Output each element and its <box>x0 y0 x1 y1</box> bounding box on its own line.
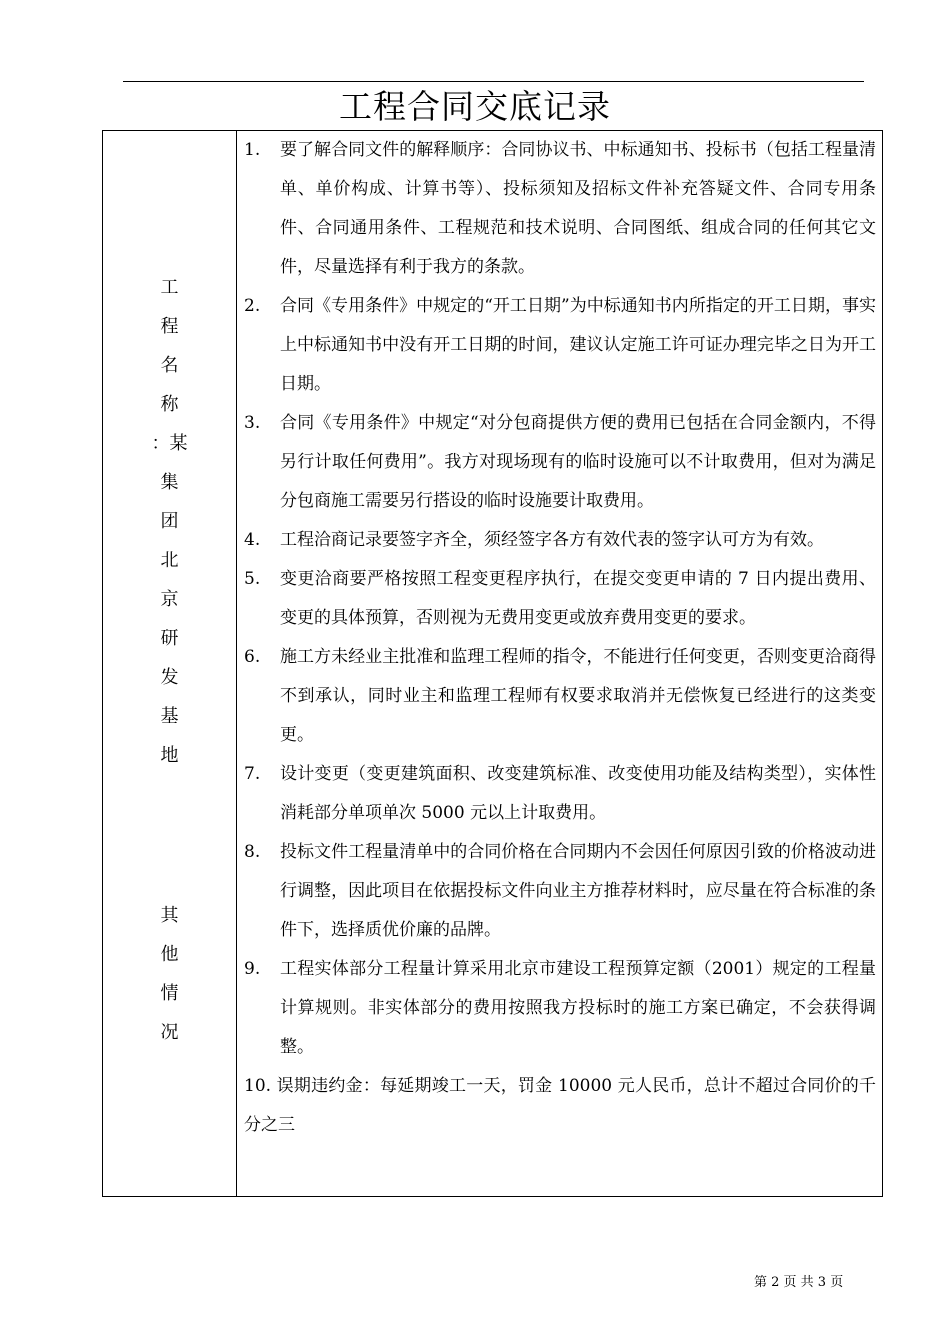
list-item <box>244 521 876 560</box>
label-char: ：某 <box>151 433 188 454</box>
label-char: 北 <box>160 550 179 571</box>
item-text: 工程洽商记录要签字齐全，须经签字各方有效代表的签字认可方为有效。 <box>280 530 824 550</box>
record-table <box>102 130 883 1197</box>
label-char: 地 <box>160 745 179 766</box>
label-char: 工 <box>160 277 179 298</box>
item-text: 工程实体部分工程量计算采用北京市建设工程预算定额（2001）规定的工程量计算规则。非实体部分的费用按照我方投标时的施工方案已确定，不会获得调整。 <box>280 959 876 1057</box>
list-item <box>244 131 876 287</box>
page-title: 工程合同交底记录 <box>339 87 611 126</box>
item-number: 1. <box>244 140 261 160</box>
item-number: 4. <box>244 530 261 550</box>
column-divider <box>236 131 237 1196</box>
item-number: 9. <box>244 959 261 979</box>
item-number: 8. <box>244 842 261 862</box>
label-char: 集 <box>160 472 179 493</box>
label-char: 团 <box>160 511 179 532</box>
label-char: 程 <box>160 316 179 337</box>
list-item <box>244 404 876 521</box>
list-item <box>244 755 876 833</box>
label-char: 其 <box>160 905 179 926</box>
project-name-label <box>103 268 236 775</box>
list-item <box>244 638 876 755</box>
label-char: 情 <box>160 983 179 1004</box>
item-text: 变更洽商要严格按照工程变更程序执行，在提交变更申请的 7 日内提出费用、变更的具体预算，否则视为无费用变更或放弃费用变更的要求。 <box>280 569 876 628</box>
label-char: 研 <box>160 628 179 649</box>
item-text: 要了解合同文件的解释顺序：合同协议书、中标通知书、投标书（包括工程量清单、单价构成、计算书等）、投标须知及招标文件补充答疑文件、合同专用条件、合同通用条件、工程规范和技术说明、合同图纸、组成合同的任何其它文件，尽量选择有利于我方的条款。 <box>280 140 876 277</box>
item-text: 投标文件工程量清单中的合同价格在合同期内不会因任何原因引致的价格波动进行调整，因此项目在依据投标文件向业主方推荐材料时，应尽量在符合标准的条件下，选择质优价廉的品牌。 <box>280 842 876 940</box>
label-char: 京 <box>160 589 179 610</box>
item-text: 设计变更（变更建筑面积、改变建筑标准、改变使用功能及结构类型），实体性消耗部分单项单次 5000 元以上计取费用。 <box>280 764 876 823</box>
item-number: 6. <box>244 647 261 667</box>
item-text: 合同《专用条件》中规定“对分包商提供方便的费用已包括在合同金额内，不得另行计取任何费用”。我方对现场现有的临时设施可以不计取费用，但对为满足分包商施工需要另行搭设的临时设施要计取费用。 <box>280 413 876 511</box>
list-item <box>244 287 876 404</box>
list-item <box>244 950 876 1067</box>
label-char: 况 <box>160 1022 179 1043</box>
list-item <box>244 560 876 638</box>
item-text: 施工方未经业主批准和监理工程师的指令，不能进行任何变更，否则变更洽商得不到承认，同时业主和监理工程师有权要求取消并无偿恢复已经进行的这类变更。 <box>280 647 876 745</box>
item-number: 7. <box>244 764 261 784</box>
label-char: 称 <box>160 394 179 415</box>
label-char: 发 <box>160 667 179 688</box>
label-char: 他 <box>160 944 179 965</box>
list-item <box>244 833 876 950</box>
list-item-10: 10. 误期违约金：每延期竣工一天，罚金 10000 元人民币，总计不超过合同价的千分之三 <box>244 1076 876 1135</box>
label-char: 基 <box>160 706 179 727</box>
label-char: 名 <box>160 355 179 376</box>
content-cell <box>244 131 876 1145</box>
other-info-label <box>103 896 236 1052</box>
item-number: 5. <box>244 569 261 589</box>
item-number: 3. <box>244 413 261 433</box>
page-number: 第 2 页 共 3 页 <box>754 1275 844 1290</box>
item-text: 合同《专用条件》中规定的“开工日期”为中标通知书内所指定的开工日期，事实上中标通知书中没有开工日期的时间，建议认定施工许可证办理完毕之日为开工日期。 <box>280 296 876 394</box>
item-number: 2. <box>244 296 261 316</box>
header-rule <box>123 81 864 82</box>
